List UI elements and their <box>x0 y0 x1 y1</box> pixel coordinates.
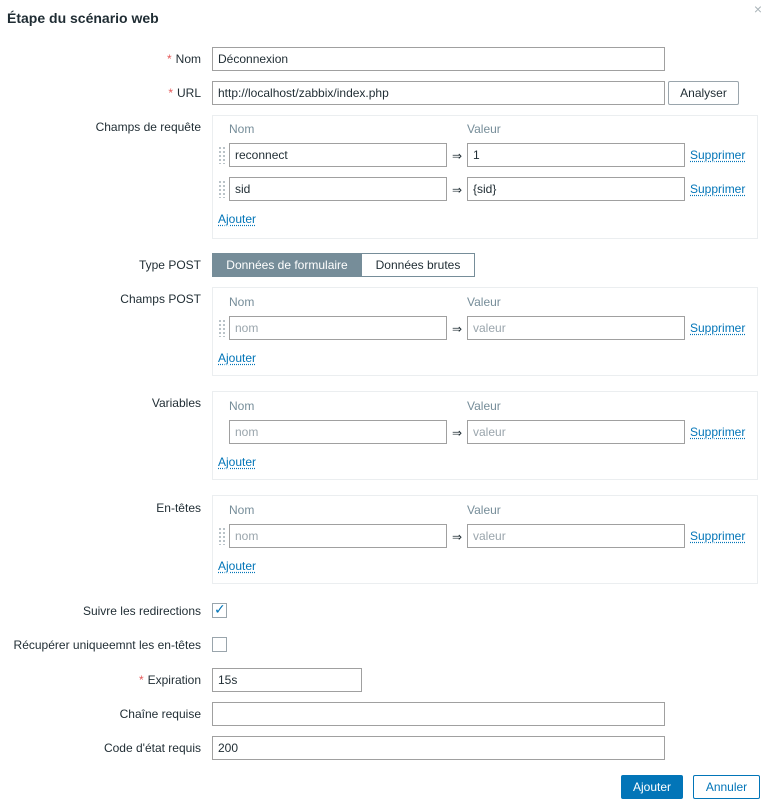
required-marker: * <box>168 86 173 100</box>
column-header-name: Nom <box>229 399 255 413</box>
column-header-name: Nom <box>229 295 255 309</box>
column-header-value: Valeur <box>467 295 501 309</box>
post-field-name-input[interactable] <box>229 316 447 340</box>
query-field-value-input[interactable] <box>467 143 685 167</box>
column-header-name: Nom <box>229 503 255 517</box>
add-link[interactable]: Ajouter <box>218 455 257 469</box>
post-type-label: Type POST <box>138 258 201 272</box>
drag-handle-icon[interactable] <box>218 146 225 164</box>
required-string-label: Chaîne requise <box>119 707 201 721</box>
name-input[interactable] <box>212 47 665 71</box>
query-fields-table <box>212 115 758 239</box>
parse-button[interactable]: Analyser <box>668 81 739 105</box>
column-header-value: Valeur <box>467 399 501 413</box>
add-link[interactable]: Ajouter <box>218 212 257 226</box>
follow-redirects-checkbox[interactable] <box>212 603 227 618</box>
required-status-label: Code d'état requis <box>103 741 201 755</box>
add-link[interactable]: Ajouter <box>218 351 257 365</box>
required-marker: * <box>166 52 172 66</box>
close-icon[interactable]: × <box>753 1 763 17</box>
column-header-name: Nom <box>229 122 255 136</box>
follow-redirects-label: Suivre les redirections <box>82 604 201 618</box>
remove-link[interactable]: Supprimer <box>690 148 746 162</box>
header-value-input[interactable] <box>467 524 685 548</box>
timeout-input[interactable] <box>212 668 362 692</box>
required-marker: * <box>138 673 144 687</box>
name-label: * Nom <box>166 52 201 66</box>
variables-label: Variables <box>151 396 201 410</box>
post-type-form-data-button[interactable]: Données de formulaire <box>212 253 362 277</box>
url-label: * URL <box>168 86 201 100</box>
required-string-input[interactable] <box>212 702 665 726</box>
headers-label: En-têtes <box>156 501 201 515</box>
submit-button[interactable]: Ajouter <box>621 775 683 799</box>
drag-handle-icon[interactable] <box>218 319 225 337</box>
required-status-input[interactable] <box>212 736 665 760</box>
arrow-icon: ⇒ <box>452 149 463 163</box>
query-fields-label: Champs de requête <box>95 120 201 134</box>
post-field-value-input[interactable] <box>467 316 685 340</box>
column-header-value: Valeur <box>467 503 501 517</box>
variable-name-input[interactable] <box>229 420 447 444</box>
query-field-name-input[interactable] <box>229 177 447 201</box>
dialog-title: Étape du scénario web <box>7 10 159 26</box>
retrieve-headers-label: Récupérer uniqueemnt les en-têtes <box>13 638 201 652</box>
drag-handle-icon[interactable] <box>218 527 225 545</box>
add-link[interactable]: Ajouter <box>218 559 257 573</box>
remove-link[interactable]: Supprimer <box>690 321 746 335</box>
header-name-input[interactable] <box>229 524 447 548</box>
query-field-value-input[interactable] <box>467 177 685 201</box>
url-input[interactable] <box>212 81 665 105</box>
variables-table <box>212 391 758 480</box>
remove-link[interactable]: Supprimer <box>690 425 746 439</box>
post-fields-table <box>212 287 758 376</box>
arrow-icon: ⇒ <box>452 530 463 544</box>
headers-table <box>212 495 758 584</box>
remove-link[interactable]: Supprimer <box>690 182 746 196</box>
drag-handle-icon[interactable] <box>218 180 225 198</box>
cancel-button[interactable]: Annuler <box>693 775 760 799</box>
arrow-icon: ⇒ <box>452 183 463 197</box>
arrow-icon: ⇒ <box>452 426 463 440</box>
checkmark-icon: ✓ <box>214 601 226 617</box>
variable-value-input[interactable] <box>467 420 685 444</box>
column-header-value: Valeur <box>467 122 501 136</box>
remove-link[interactable]: Supprimer <box>690 529 746 543</box>
post-fields-label: Champs POST <box>120 292 201 306</box>
query-field-name-input[interactable] <box>229 143 447 167</box>
post-type-raw-data-button[interactable]: Données brutes <box>362 253 475 277</box>
retrieve-headers-checkbox[interactable] <box>212 637 227 652</box>
arrow-icon: ⇒ <box>452 322 463 336</box>
timeout-label: * Expiration <box>138 673 201 687</box>
